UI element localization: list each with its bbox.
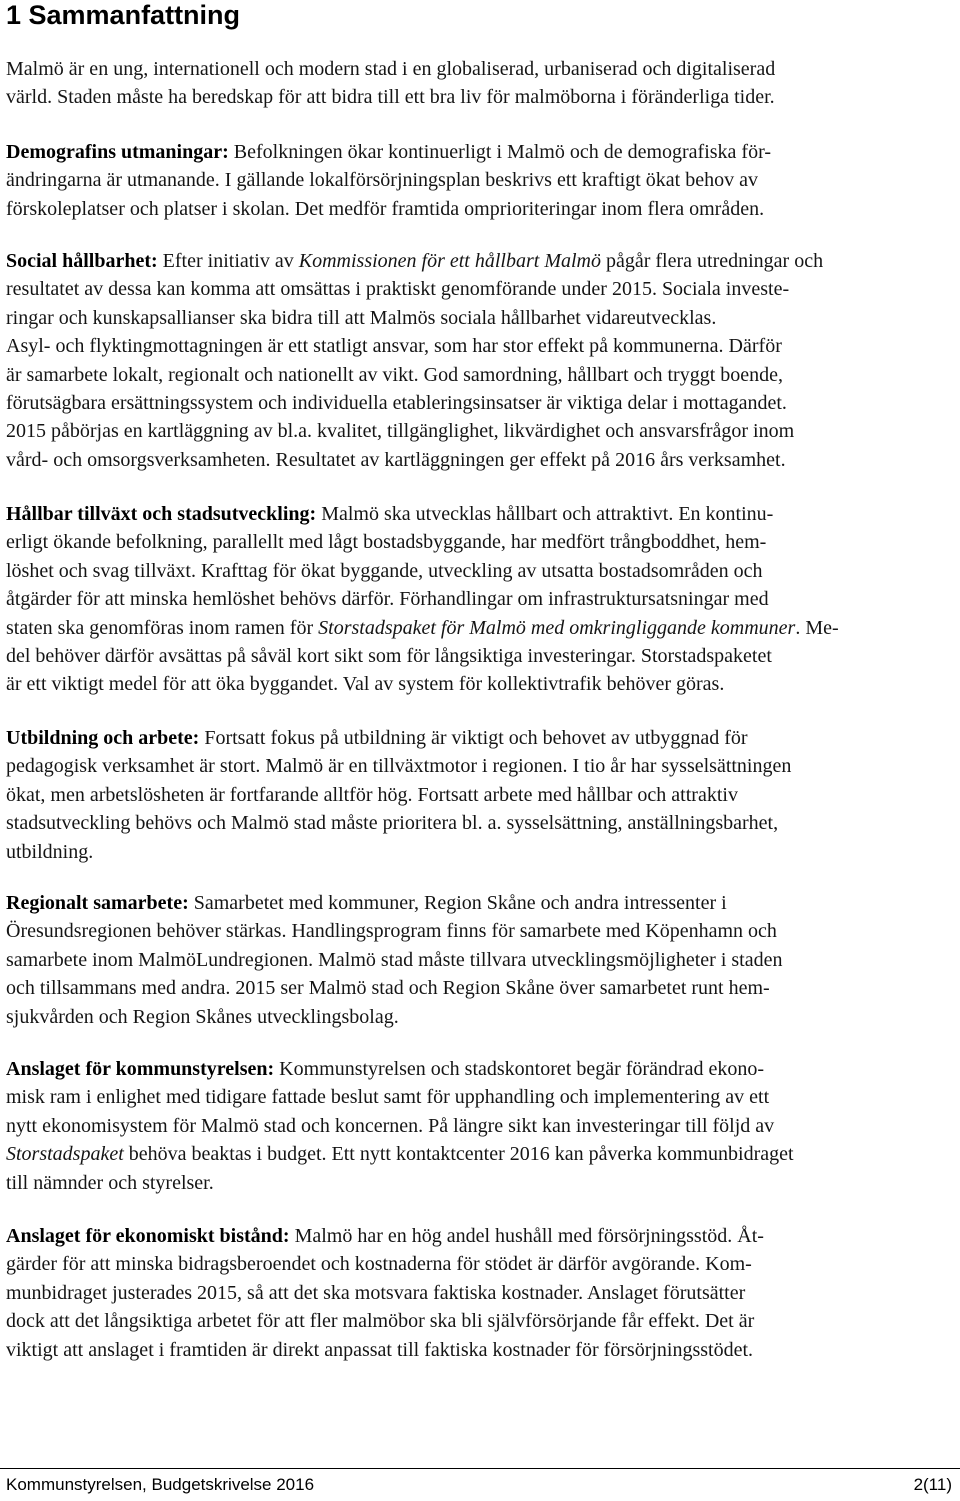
demografi-line-3: förskoleplatser och platser i skolan. Det medför framtida omprioriteringar inom flera områden.: [6, 197, 765, 220]
regionalt-text-1: Samarbetet med kommuner, Region Skåne och andra intressenter i: [188, 892, 727, 914]
utbildning-line: stadsutveckling behövs och Malmö stad måste prioritera bl. a. sysselsättning, anställningsbarhet,: [6, 812, 779, 835]
social-line: vård- och omsorgsverksamheten. Resultatet av kartläggningen ger effekt på 2016 års verksamhet.: [6, 448, 786, 471]
storstadspaket-short-reference: Storstadspaket: [6, 1143, 124, 1166]
demografi-text-1: Befolkningen ökar kontinuerligt i Malmö och de demografiska för-: [228, 141, 772, 163]
bistand-line: dock att det långsiktiga arbetet för att fler malmöbor ska bli självförsörjande får effekt. Det är: [6, 1310, 755, 1333]
section-heading: 1 Sammanfattning: [6, 0, 241, 30]
tillvaxt-line: erligt ökande befolkning, parallellt med lågt bostadsbyggande, har medfört trångboddhet, hem-: [6, 531, 767, 554]
bistand-line: viktigt att anslaget i framtiden är direkt anpassat till faktiska kostnader för försörjningsstödet.: [6, 1338, 754, 1361]
kommunstyrelsen-text-1: Kommunstyrelsen och stadskontoret begär förändrad ekono-: [274, 1058, 765, 1080]
social-text-a: Efter initiativ av: [157, 250, 299, 272]
social-label: Social hållbarhet:: [6, 250, 158, 272]
social-paragraph: [6, 247, 952, 474]
utbildning-line-1: [6, 724, 952, 752]
kommunstyrelsen-line-4: [6, 1140, 952, 1168]
footer-page-number: 2(11): [913, 1475, 952, 1494]
social-line: resultatet av dessa kan komma att omsättas i praktiskt genomförande under 2015. Sociala investe-: [6, 278, 790, 301]
demografi-line-1: [6, 138, 952, 166]
demografi-label: Demografins utmaningar:: [6, 141, 229, 163]
intro-paragraph: [6, 55, 952, 112]
bistand-line-1: [6, 1222, 952, 1250]
kommunstyrelsen-line: nytt ekonomisystem för Malmö stad och koncernen. På längre sikt kan investeringar till följd av: [6, 1114, 775, 1137]
kommunstyrelsen-paragraph: [6, 1055, 952, 1197]
bistand-line: gärder för att minska bidragsberoendet och kostnaderna för stödet är därför avgörande. Kom-: [6, 1253, 752, 1276]
regionalt-line: Öresundsregionen behöver stärkas. Handlingsprogram finns för samarbete med Köpenhamn och: [6, 920, 777, 943]
regionalt-line: och tillsammans med andra. 2015 ser Malmö stad och Region Skåne över samarbetet runt hem-: [6, 977, 770, 1000]
demografi-line-2: ändringarna är utmanande. I gällande lokalförsörjningsplan beskrivs ett kraftigt ökat behov av: [6, 169, 758, 192]
social-line: ringar och kunskapsallianser ska bidra till att Malmös sociala hållbarhet vidareutvecklas.: [6, 306, 717, 329]
tillvaxt-label: Hållbar tillväxt och stadsutveckling:: [6, 503, 317, 525]
utbildning-text-1: Fortsatt fokus på utbildning är viktigt och behovet av utbyggnad för: [199, 727, 748, 749]
tillvaxt-line: åtgärder för att minska hemlöshet behövs därför. Förhandlingar om infrastruktursatsningar med: [6, 588, 769, 611]
kommunstyrelsen-line-1: [6, 1055, 952, 1083]
demografi-paragraph: [6, 138, 952, 223]
regionalt-paragraph: [6, 889, 952, 1031]
social-line: Asyl- och flyktingmottagningen är ett statligt ansvar, som har stor effekt på kommunerna. Därför: [6, 335, 782, 358]
tillvaxt-text-1: Malmö ska utvecklas hållbart och attraktivt. En kontinu-: [316, 503, 774, 525]
utbildning-paragraph: [6, 724, 952, 866]
tillvaxt-line: är ett viktigt medel för att öka byggandet. Val av system för kollektivtrafik behöver göras.: [6, 673, 725, 696]
utbildning-line: utbildning.: [6, 840, 94, 863]
page-footer: [6, 1474, 952, 1496]
tillvaxt-line-5: [6, 614, 952, 642]
regionalt-line: sjukvården och Region Skånes utvecklingsbolag.: [6, 1005, 399, 1028]
tillvaxt-line: del behöver därför avsättas på såväl kort sikt som för långsiktiga investeringar. Storstadspaketet: [6, 645, 772, 668]
tillvaxt-text-5b: . Me-: [795, 616, 839, 639]
social-line: 2015 påbörjas en kartläggning av bl.a. kvalitet, tillgänglighet, likvärdighet och ansvarsfrågor inom: [6, 420, 795, 443]
social-line: är samarbete lokalt, regionalt och nationellt av vikt. God samordning, hållbart och tryggt boende,: [6, 363, 784, 386]
social-line-1: [6, 247, 952, 275]
tillvaxt-text-5a: staten ska genomföras inom ramen för: [6, 616, 319, 639]
intro-line-1: Malmö är en ung, internationell och modern stad i en globaliserad, urbaniserad och digitaliserad: [6, 58, 776, 80]
kommissionen-reference: Kommissionen för ett hållbart Malmö: [298, 250, 601, 272]
regionalt-line-1: [6, 889, 952, 917]
bistand-label: Anslaget för ekonomiskt bistånd:: [6, 1225, 290, 1247]
kommunstyrelsen-line: misk ram i enlighet med tidigare fattade beslut samt för upphandling och implementering av ett: [6, 1086, 770, 1109]
kommunstyrelsen-text-4: behöva beaktas i budget. Ett nytt kontaktcenter 2016 kan påverka kommunbidraget: [123, 1143, 794, 1166]
tillvaxt-line-1: [6, 500, 952, 528]
kommunstyrelsen-line: till nämnder och styrelser.: [6, 1171, 214, 1194]
utbildning-line: ökat, men arbetslösheten är fortfarande alltför hög. Fortsatt arbete med hållbar och attraktiv: [6, 783, 738, 806]
intro-line-2: värld. Staden måste ha beredskap för att bidra till ett bra liv för malmöborna i föränderliga tider.: [6, 86, 775, 109]
regionalt-label: Regionalt samarbete:: [6, 892, 189, 914]
utbildning-line: pedagogisk verksamhet är stort. Malmö är en tillväxtmotor i regionen. I tio år har sysselsättningen: [6, 755, 792, 778]
social-text-b: pågår flera utredningar och: [600, 250, 824, 272]
storstadspaket-reference: Storstadspaket för Malmö med omkringliggande kommuner: [318, 616, 796, 639]
tillvaxt-paragraph: [6, 500, 952, 699]
regionalt-line: samarbete inom MalmöLundregionen. Malmö stad måste tillvara utvecklingsmöjligheter i staden: [6, 948, 783, 971]
footer-document-title: Kommunstyrelsen, Budgetskrivelse 2016: [6, 1475, 315, 1494]
kommunstyrelsen-label: Anslaget för kommunstyrelsen:: [6, 1058, 275, 1080]
footer-divider: [0, 1468, 960, 1469]
utbildning-label: Utbildning och arbete:: [6, 727, 200, 749]
bistand-line: munbidraget justerades 2015, så att det ska motsvara faktiska kostnader. Anslaget förutsätter: [6, 1281, 746, 1304]
bistand-paragraph: [6, 1222, 952, 1364]
social-line: förutsägbara ersättningssystem och individuella etableringsinsatser är viktiga delar i mottagandet.: [6, 392, 787, 415]
tillvaxt-line: löshet och svag tillväxt. Krafttag för ökat byggande, utveckling av utsatta bostadsområden och: [6, 559, 763, 582]
bistand-text-1: Malmö har en hög andel hushåll med försörjningsstöd. Åt-: [289, 1225, 764, 1247]
